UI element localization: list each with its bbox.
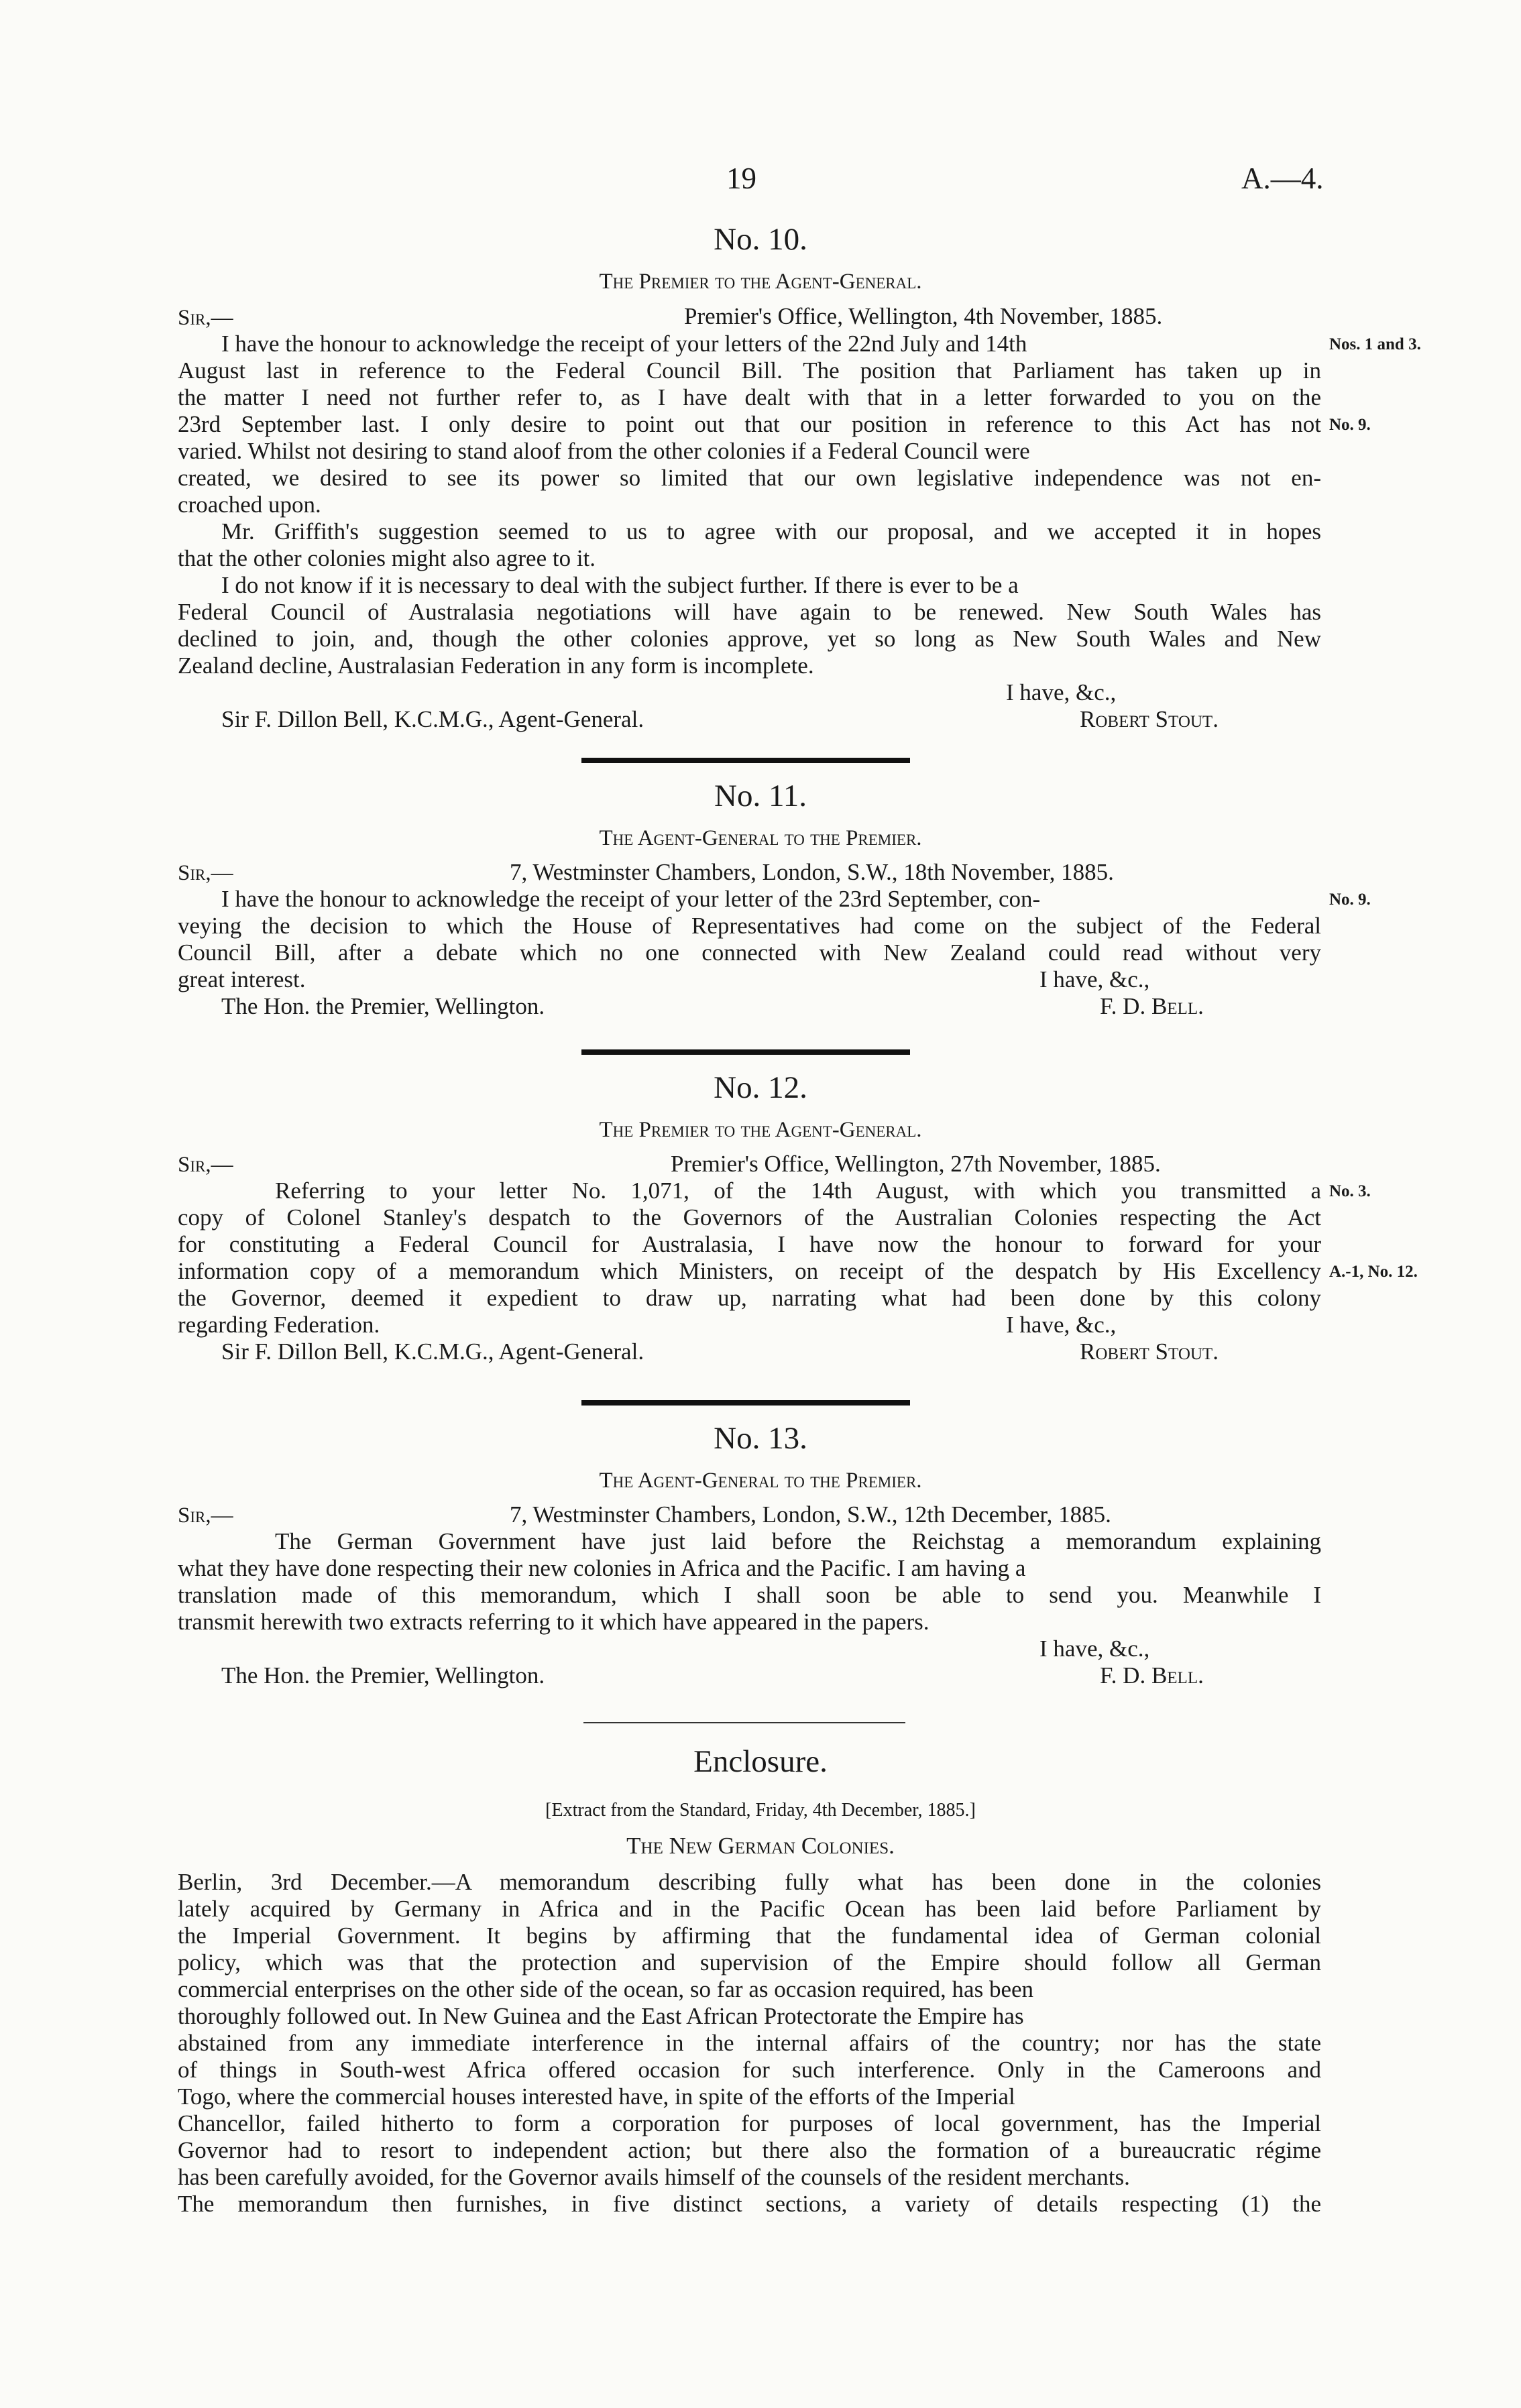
body-line: Chancellor, failed hitherto to form a corporation for purposes of local government, has the Imperial [178, 2110, 1321, 2136]
closing: I have, &c., [1039, 1636, 1150, 1662]
body-line: Berlin, 3rd December.—A memorandum describing fully what has been done in the colonies [178, 1869, 1321, 1895]
section-rule [583, 1722, 905, 1723]
body-line: The memorandum then furnishes, in five distinct sections, a variety of details respecting (1) the [178, 2191, 1321, 2217]
body-line: I have the honour to acknowledge the receipt of your letters of the 22nd July and 14th [221, 331, 1027, 357]
letter-address: Premier's Office, Wellington, 4th November, 1885. [684, 303, 1163, 329]
letter-number: No. 10. [714, 222, 807, 257]
signature: F. D. Bell. [1100, 993, 1204, 1019]
body-line: created, we desired to see its power so limited that our own legislative independence was not en- [178, 465, 1321, 491]
addressee: The Hon. the Premier, Wellington. [221, 1662, 545, 1688]
body-line: for constituting a Federal Council for Australasia, I have now the honour to forward for your [178, 1231, 1321, 1257]
letter-heading: The Agent-General to the Premier. [599, 826, 922, 850]
section-rule [581, 758, 910, 763]
margin-note: No. 9. [1329, 416, 1371, 434]
body-line: copy of Colonel Stanley's despatch to the Governors of the Australian Colonies respecting the Act [178, 1204, 1321, 1230]
body-line: varied. Whilst not desiring to stand aloof from the other colonies if a Federal Council were [178, 438, 1030, 464]
salutation: Sir,— [178, 1153, 233, 1177]
body-line: that the other colonies might also agree to it. [178, 545, 596, 571]
body-line: Governor had to resort to independent action; but there also the formation of a bureaucratic régime [178, 2137, 1321, 2163]
body-line: I do not know if it is necessary to deal with the subject further. If there is ever to be a [221, 572, 1019, 598]
addressee: Sir F. Dillon Bell, K.C.M.G., Agent-General. [221, 1338, 644, 1365]
letter-number: No. 11. [714, 779, 807, 813]
enclosure-heading: The New German Colonies. [626, 1833, 895, 1859]
body-line: August last in reference to the Federal Council Bill. The position that Parliament has taken up in [178, 357, 1321, 384]
margin-note: Nos. 1 and 3. [1329, 335, 1421, 353]
letter-number: No. 13. [714, 1421, 807, 1456]
body-line: commercial enterprises on the other side of the ocean, so far as occasion required, has been [178, 1976, 1034, 2002]
salutation: Sir,— [178, 306, 233, 330]
letter-address: 7, Westminster Chambers, London, S.W., 18th November, 1885. [510, 859, 1114, 885]
body-line: translation made of this memorandum, which I shall soon be able to send you. Meanwhile I [178, 1582, 1321, 1608]
section-rule [581, 1400, 910, 1406]
letter-heading: The Premier to the Agent-General. [599, 270, 922, 294]
margin-note: No. 3. [1329, 1182, 1371, 1200]
margin-note: No. 9. [1329, 891, 1371, 909]
body-line: regarding Federation. [178, 1312, 380, 1338]
letter-heading: The Premier to the Agent-General. [599, 1118, 922, 1142]
body-line: abstained from any immediate interference in the internal affairs of the country; nor has the state [178, 2030, 1321, 2056]
closing: I have, &c., [1006, 679, 1117, 705]
body-line: what they have done respecting their new colonies in Africa and the Pacific. I am having a [178, 1555, 1026, 1581]
letter-address: Premier's Office, Wellington, 27th November, 1885. [671, 1151, 1161, 1177]
body-line: information copy of a memorandum which Ministers, on receipt of the despatch by His Excellency [178, 1258, 1321, 1284]
body-line: great interest. [178, 966, 306, 992]
addressee: Sir F. Dillon Bell, K.C.M.G., Agent-General. [221, 706, 644, 732]
letter-number: No. 12. [714, 1070, 807, 1105]
body-line: lately acquired by Germany in Africa and in the Pacific Ocean has been laid before Parliament by [178, 1896, 1321, 1922]
body-line: the Governor, deemed it expedient to draw up, narrating what had been done by this colony [178, 1285, 1321, 1311]
body-line: the matter I need not further refer to, as I have dealt with that in a letter forwarded to you on the [178, 384, 1321, 410]
body-line: transmit herewith two extracts referring to it which have appeared in the papers. [178, 1609, 929, 1635]
page-number: 19 [726, 162, 756, 195]
closing: I have, &c., [1006, 1312, 1117, 1338]
body-line: the Imperial Government. It begins by affirming that the fundamental idea of German colonial [178, 1923, 1321, 1949]
signature: F. D. Bell. [1100, 1662, 1204, 1688]
document-reference: A.—4. [1241, 162, 1324, 195]
letter-heading: The Agent-General to the Premier. [599, 1469, 922, 1493]
body-line: I have the honour to acknowledge the receipt of your letter of the 23rd September, con- [221, 886, 1041, 912]
margin-note: A.-1, No. 12. [1329, 1263, 1418, 1281]
closing: I have, &c., [1039, 966, 1150, 992]
section-rule [581, 1049, 910, 1055]
letter-address: 7, Westminster Chambers, London, S.W., 12th December, 1885. [510, 1501, 1111, 1528]
body-line: Togo, where the commercial houses interested have, in spite of the efforts of the Imperial [178, 2083, 1015, 2110]
body-line: 23rd September last. I only desire to point out that our position in reference to this Act has not [178, 411, 1321, 437]
signature: Robert Stout. [1080, 706, 1219, 732]
salutation: Sir,— [178, 861, 233, 885]
body-line: policy, which was that the protection and supervision of the Empire should follow all German [178, 1949, 1321, 1975]
body-line: of things in South-west Africa offered occasion for such interference. Only in the Cameroons and [178, 2057, 1321, 2083]
extract-note: [Extract from the Standard, Friday, 4th December, 1885.] [545, 1800, 976, 1821]
body-line: declined to join, and, though the other colonies approve, yet so long as New South Wales and New [178, 626, 1321, 652]
body-line: croached upon. [178, 492, 321, 518]
body-line: The German Government have just laid before the Reichstag a memorandum explaining [275, 1528, 1321, 1554]
salutation: Sir,— [178, 1503, 233, 1528]
body-line: veying the decision to which the House of Representatives had come on the subject of the Federal [178, 913, 1321, 939]
addressee: The Hon. the Premier, Wellington. [221, 993, 545, 1019]
body-line: has been carefully avoided, for the Governor avails himself of the counsels of the resident merchants. [178, 2164, 1130, 2190]
body-line: Federal Council of Australasia negotiations will have again to be renewed. New South Wales has [178, 599, 1321, 625]
body-line: Referring to your letter No. 1,071, of the 14th August, with which you transmitted a [275, 1178, 1321, 1204]
body-line: Zealand decline, Australasian Federation in any form is incomplete. [178, 652, 814, 679]
body-line: thoroughly followed out. In New Guinea and the East African Protectorate the Empire has [178, 2003, 1024, 2029]
enclosure-title: Enclosure. [693, 1744, 828, 1779]
body-line: Council Bill, after a debate which no one connected with New Zealand could read without very [178, 939, 1321, 966]
signature: Robert Stout. [1080, 1338, 1219, 1365]
body-line: Mr. Griffith's suggestion seemed to us to agree with our proposal, and we accepted it in hopes [221, 518, 1321, 544]
